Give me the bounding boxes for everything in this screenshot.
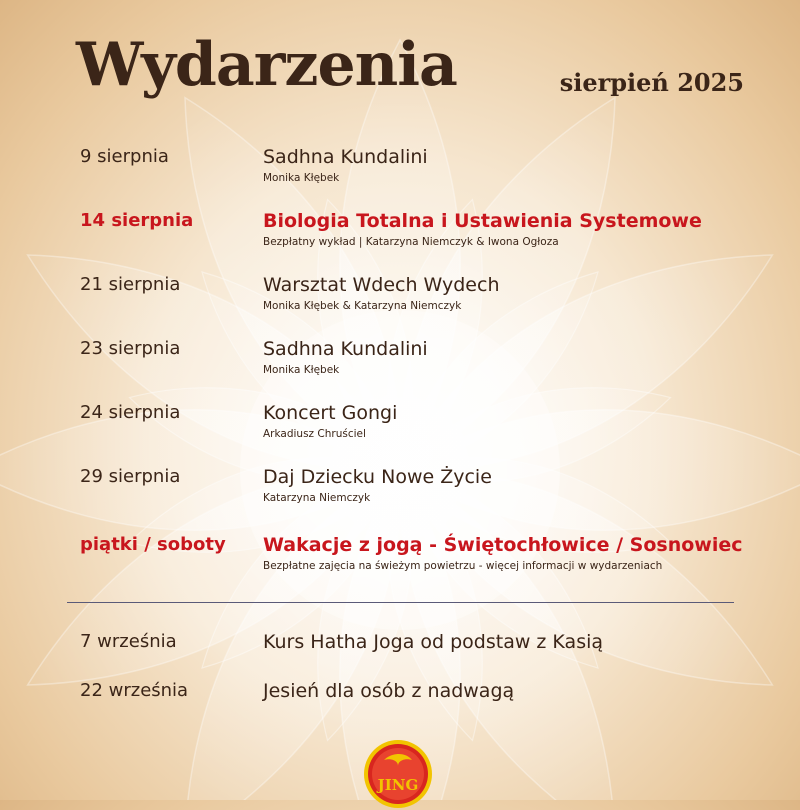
event-title: Sadhna Kundalini: [263, 338, 428, 360]
event-date: 22 września: [80, 680, 189, 701]
page-title: Wydarzenia: [76, 30, 457, 100]
event-date: 9 sierpnia: [80, 146, 169, 167]
section-divider: [67, 602, 734, 603]
event-date: piątki / soboty: [80, 534, 226, 555]
event-title: Daj Dziecku Nowe Życie: [263, 466, 492, 488]
event-title: Koncert Gongi: [263, 402, 398, 424]
event-date: 14 sierpnia: [80, 210, 194, 231]
event-title: Biologia Totalna i Ustawienia Systemowe: [263, 210, 702, 232]
event-title: Sadhna Kundalini: [263, 146, 428, 168]
event-date: 21 sierpnia: [80, 274, 181, 295]
event-title: Warsztat Wdech Wydech: [263, 274, 500, 296]
logo-text: JING: [377, 776, 419, 794]
month-label: sierpień 2025: [559, 68, 744, 97]
event-subtitle: Monika Kłębek & Katarzyna Niemczyk: [263, 300, 462, 312]
event-title: Wakacje z jogą - Świętochłowice / Sosnowiec: [263, 534, 743, 556]
event-date: 23 sierpnia: [80, 338, 181, 359]
event-subtitle: Bezpłatny wykład | Katarzyna Niemczyk & Iwona Ogłoza: [263, 236, 559, 248]
event-subtitle: Monika Kłębek: [263, 364, 340, 376]
event-subtitle: Katarzyna Niemczyk: [263, 492, 371, 504]
event-date: 29 sierpnia: [80, 466, 181, 487]
event-title: Kurs Hatha Joga od podstaw z Kasią: [263, 631, 604, 653]
jing-logo: [362, 738, 434, 810]
event-subtitle: Bezpłatne zajęcia na świeżym powietrzu - więcej informacji w wydarzeniach: [263, 560, 663, 572]
event-date: 7 września: [80, 631, 177, 652]
event-title: Jesień dla osób z nadwagą: [263, 680, 515, 702]
event-date: 24 sierpnia: [80, 402, 181, 423]
event-subtitle: Arkadiusz Chruściel: [263, 428, 366, 440]
event-subtitle: Monika Kłębek: [263, 172, 340, 184]
